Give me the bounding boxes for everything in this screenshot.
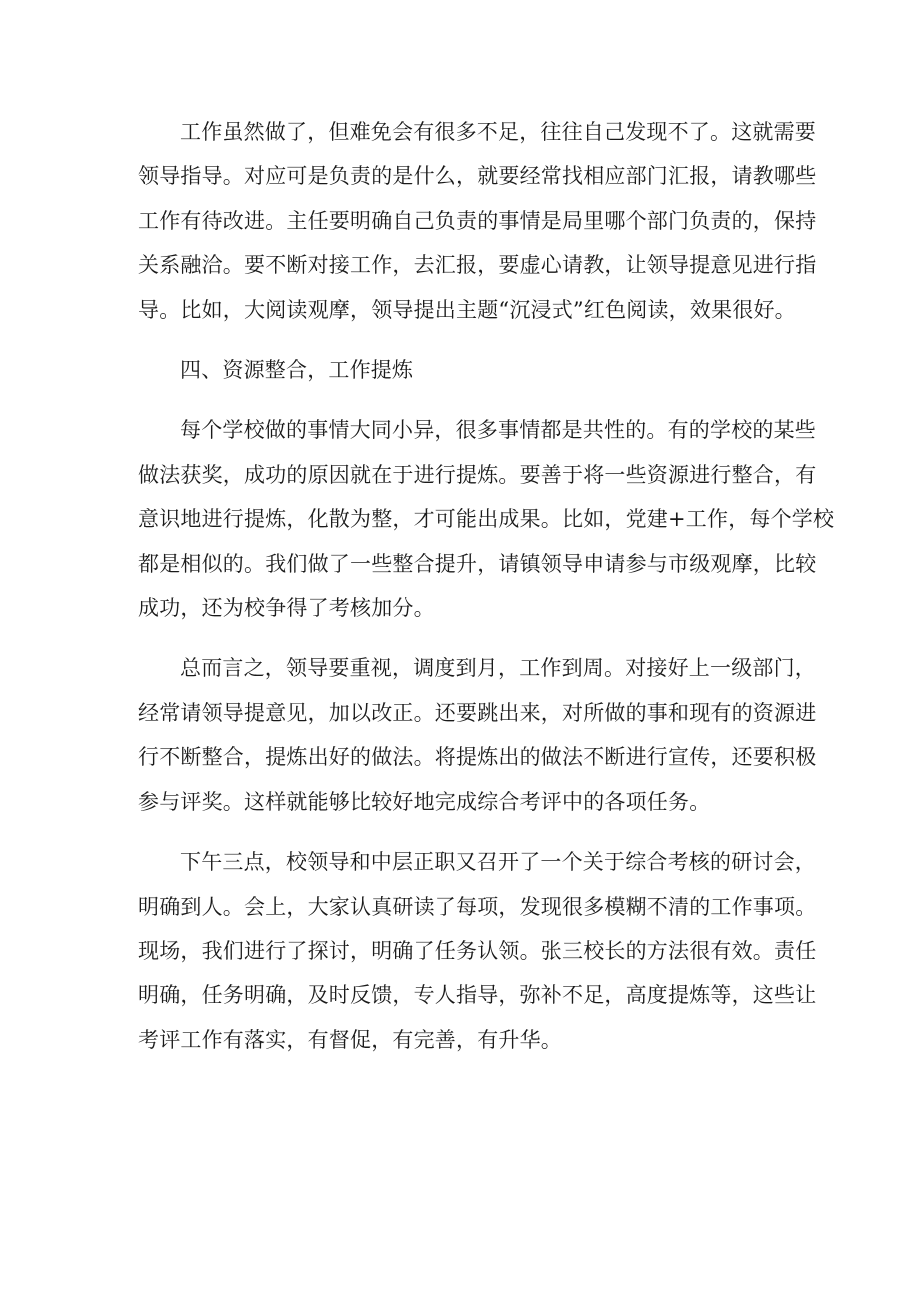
- paragraph-line: 参与评奖。这样就能够比较好地完成综合考评中的各项任务。: [138, 789, 711, 814]
- paragraph-line: 行不断整合，提炼出好的做法。将提炼出的做法不断进行宣传，还要积极: [138, 745, 817, 770]
- paragraph-2: [138, 408, 835, 630]
- paragraph-line: 现场，我们进行了探讨，明确了任务认领。张三校长的方法很有效。责任: [138, 938, 817, 963]
- paragraph-line: 明确到人。会上，大家认真研读了每项，发现很多模糊不清的工作事项。: [138, 894, 817, 919]
- paragraph-line: 工作有待改进。主任要明确自己负责的事情是局里哪个部门负责的，保持: [138, 208, 817, 233]
- paragraph-line: 关系融洽。要不断对接工作，去汇报，要虚心请教，让领导提意见进行指: [138, 253, 817, 278]
- section-heading-text: 四、资源整合，工作提炼: [180, 358, 414, 383]
- paragraph-line: 每个学校做的事情大同小异，很多事情都是共性的。有的学校的某些: [180, 418, 816, 443]
- paragraph-1: [138, 110, 817, 332]
- paragraph-3: [138, 646, 817, 824]
- section-heading: [138, 348, 788, 392]
- document-body: [138, 110, 835, 1078]
- paragraph-line: 考评工作有落实，有督促，有完善，有升华。: [138, 1027, 562, 1052]
- paragraph-line: 意识地进行提炼，化散为整，才可能出成果。比如，党建+工作，每个学校: [138, 507, 835, 532]
- paragraph-line: 领导指导。对应可是负责的是什么，就要经常找相应部门汇报，请教哪些: [138, 164, 817, 189]
- paragraph-4: [138, 840, 817, 1062]
- paragraph-line: 做法获奖，成功的原因就在于进行提炼。要善于将一些资源进行整合，有: [138, 462, 817, 487]
- paragraph-line: 工作虽然做了，但难免会有很多不足，往往自己发现不了。这就需要: [180, 120, 816, 144]
- paragraph-line: 总而言之，领导要重视，调度到月，工作到周。对接好上一级部门，: [180, 656, 816, 681]
- paragraph-line: 导。比如，大阅读观摩，领导提出主题“沉浸式”红色阅读，效果很好。: [138, 297, 796, 322]
- paragraph-line: 经常请领导提意见，加以改正。还要跳出来，对所做的事和现有的资源进: [138, 700, 817, 725]
- paragraph-line: 成功，还为校争得了考核加分。: [138, 596, 435, 621]
- paragraph-line: 都是相似的。我们做了一些整合提升，请镇领导申请参与市级观摩，比较: [138, 551, 817, 576]
- paragraph-line: 明确，任务明确，及时反馈，专人指导，弥补不足，高度提炼等，这些让: [138, 983, 817, 1008]
- paragraph-line: 下午三点，校领导和中层正职又召开了一个关于综合考核的研讨会，: [180, 850, 816, 875]
